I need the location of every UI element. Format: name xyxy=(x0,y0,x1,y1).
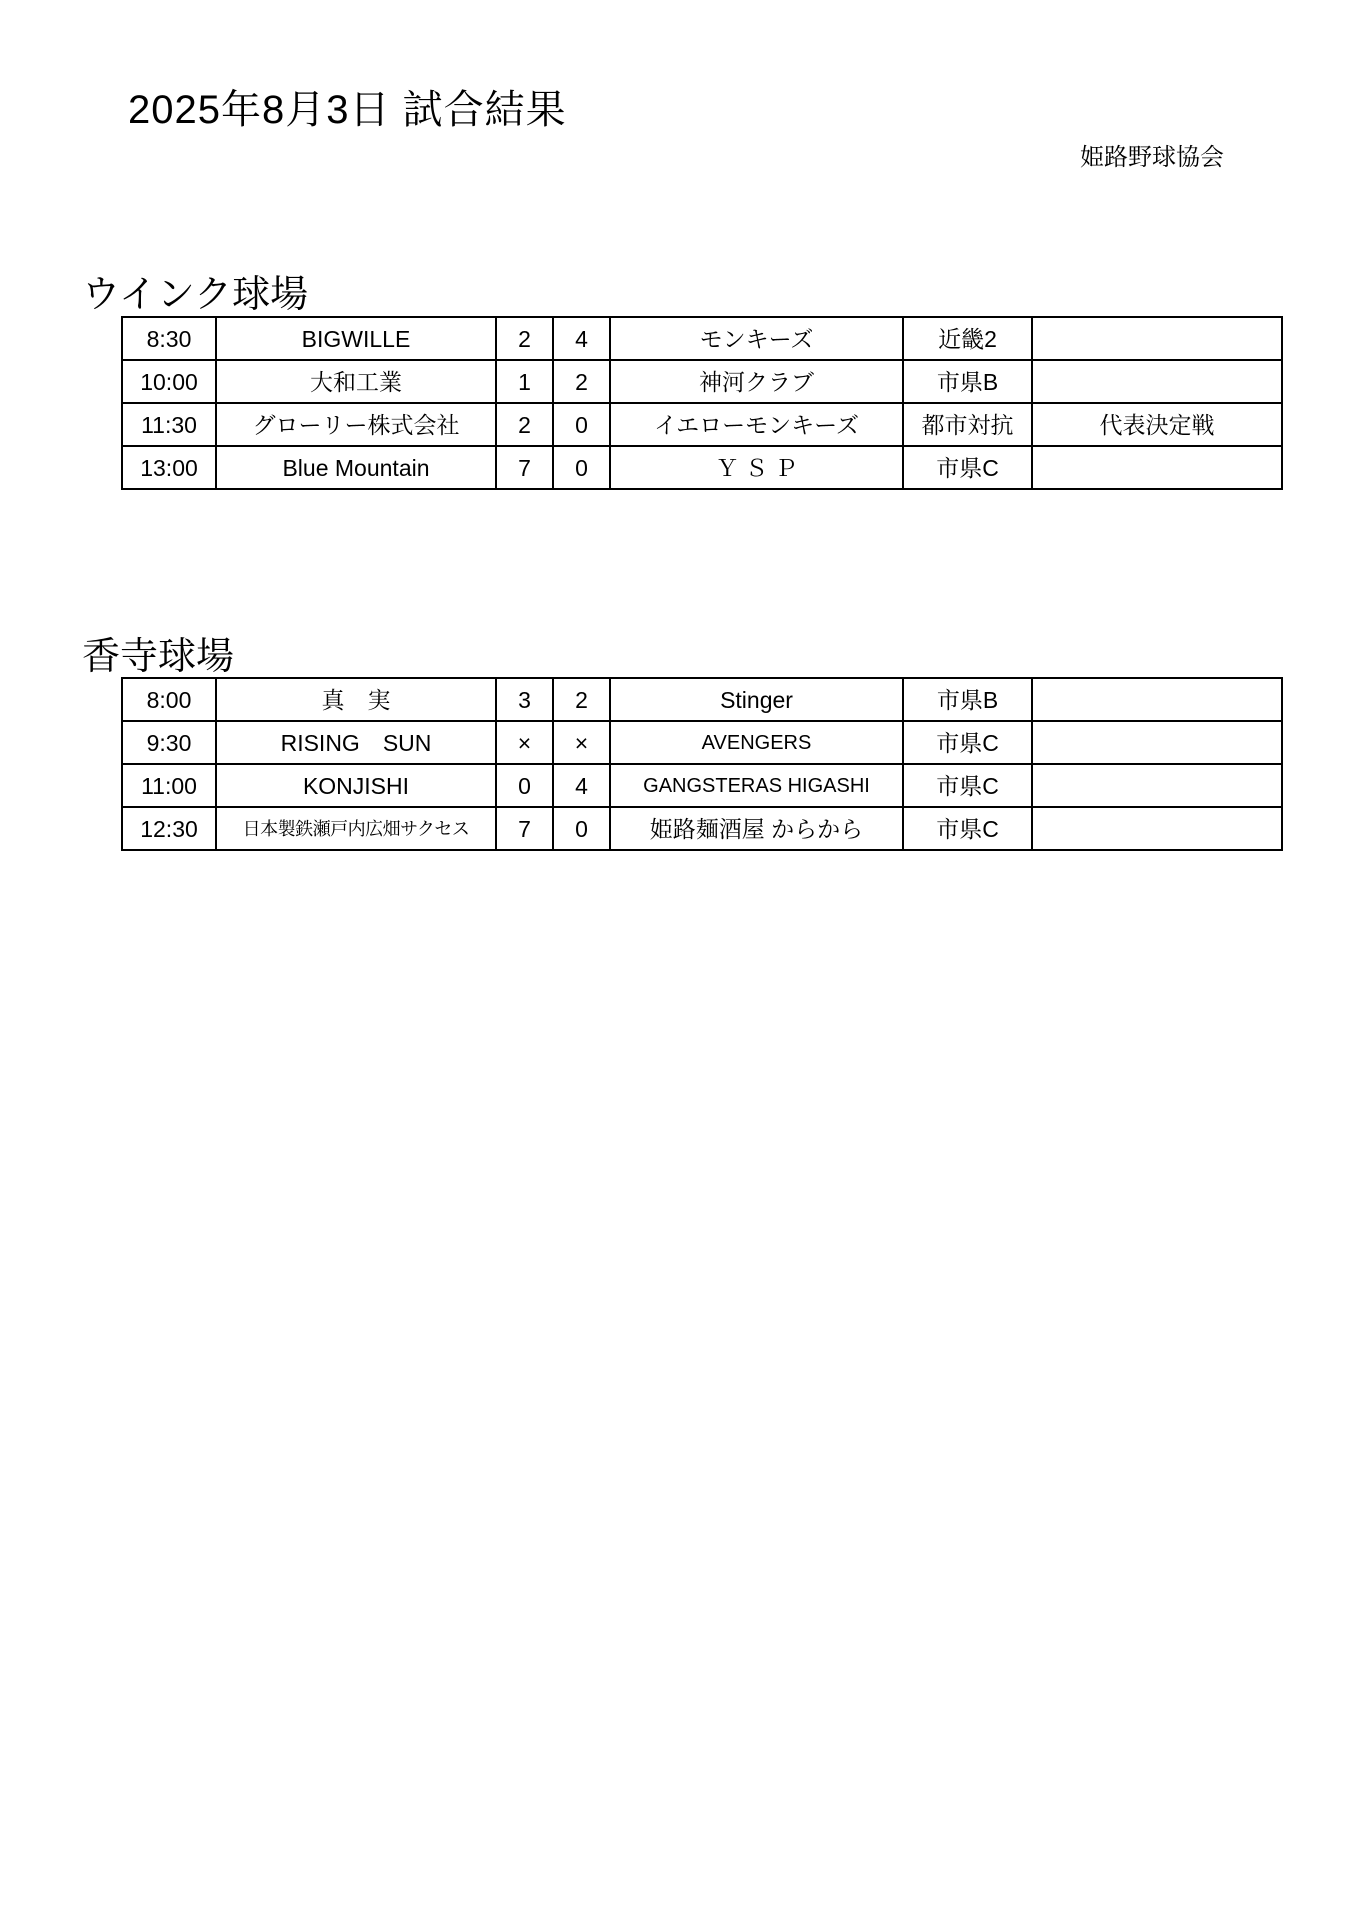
away-score: 0 xyxy=(553,403,610,446)
page-title: 2025年8月3日 試合結果 xyxy=(128,88,567,132)
game-time: 8:00 xyxy=(122,678,216,721)
away-score: 2 xyxy=(553,678,610,721)
table-row xyxy=(122,446,1282,489)
table-row xyxy=(122,721,1282,764)
game-note xyxy=(1032,678,1282,721)
home-team: Blue Mountain xyxy=(216,446,496,489)
home-team: RISING SUN xyxy=(216,721,496,764)
game-category: 市県B xyxy=(903,678,1032,721)
game-time: 10:00 xyxy=(122,360,216,403)
game-time: 9:30 xyxy=(122,721,216,764)
away-score: 2 xyxy=(553,360,610,403)
home-score: 7 xyxy=(496,807,553,850)
game-note xyxy=(1032,317,1282,360)
game-note xyxy=(1032,807,1282,850)
results-table-koudera xyxy=(121,677,1283,851)
game-category: 市県C xyxy=(903,764,1032,807)
table-row xyxy=(122,317,1282,360)
table-row xyxy=(122,678,1282,721)
game-note: 代表決定戦 xyxy=(1032,403,1282,446)
game-time: 8:30 xyxy=(122,317,216,360)
home-score: × xyxy=(496,721,553,764)
table-row xyxy=(122,807,1282,850)
game-note xyxy=(1032,360,1282,403)
game-time: 12:30 xyxy=(122,807,216,850)
table-row xyxy=(122,403,1282,446)
home-team: KONJISHI xyxy=(216,764,496,807)
table-row xyxy=(122,764,1282,807)
game-category: 市県B xyxy=(903,360,1032,403)
away-team: GANGSTERAS HIGASHI xyxy=(610,764,903,807)
away-score: 4 xyxy=(553,317,610,360)
away-team: モンキーズ xyxy=(610,317,903,360)
away-team: 神河クラブ xyxy=(610,360,903,403)
game-note xyxy=(1032,446,1282,489)
away-score: 0 xyxy=(553,807,610,850)
organization-name: 姫路野球協会 xyxy=(1080,144,1224,171)
home-team: 大和工業 xyxy=(216,360,496,403)
away-team: イエローモンキーズ xyxy=(610,403,903,446)
home-team: BIGWILLE xyxy=(216,317,496,360)
away-score: × xyxy=(553,721,610,764)
away-score: 0 xyxy=(553,446,610,489)
game-time: 11:30 xyxy=(122,403,216,446)
home-score: 3 xyxy=(496,678,553,721)
away-score: 4 xyxy=(553,764,610,807)
home-team: 日本製鉄瀬戸内広畑サクセス xyxy=(216,807,496,850)
game-category: 都市対抗 xyxy=(903,403,1032,446)
game-note xyxy=(1032,764,1282,807)
game-category: 市県C xyxy=(903,721,1032,764)
away-team: AVENGERS xyxy=(610,721,903,764)
home-score: 7 xyxy=(496,446,553,489)
home-score: 0 xyxy=(496,764,553,807)
game-category: 市県C xyxy=(903,446,1032,489)
home-score: 1 xyxy=(496,360,553,403)
home-score: 2 xyxy=(496,317,553,360)
game-time: 13:00 xyxy=(122,446,216,489)
away-team: 姫路麺酒屋 からから xyxy=(610,807,903,850)
venue-title-koudera: 香寺球場 xyxy=(82,636,235,678)
away-team: Ｙ Ｓ Ｐ xyxy=(610,446,903,489)
venue-title-wink: ウインク球場 xyxy=(82,274,309,316)
game-category: 近畿2 xyxy=(903,317,1032,360)
home-team: 真 実 xyxy=(216,678,496,721)
home-score: 2 xyxy=(496,403,553,446)
game-time: 11:00 xyxy=(122,764,216,807)
away-team: Stinger xyxy=(610,678,903,721)
table-row xyxy=(122,360,1282,403)
results-table-wink xyxy=(121,316,1283,490)
game-note xyxy=(1032,721,1282,764)
home-team: グローリー株式会社 xyxy=(216,403,496,446)
game-category: 市県C xyxy=(903,807,1032,850)
